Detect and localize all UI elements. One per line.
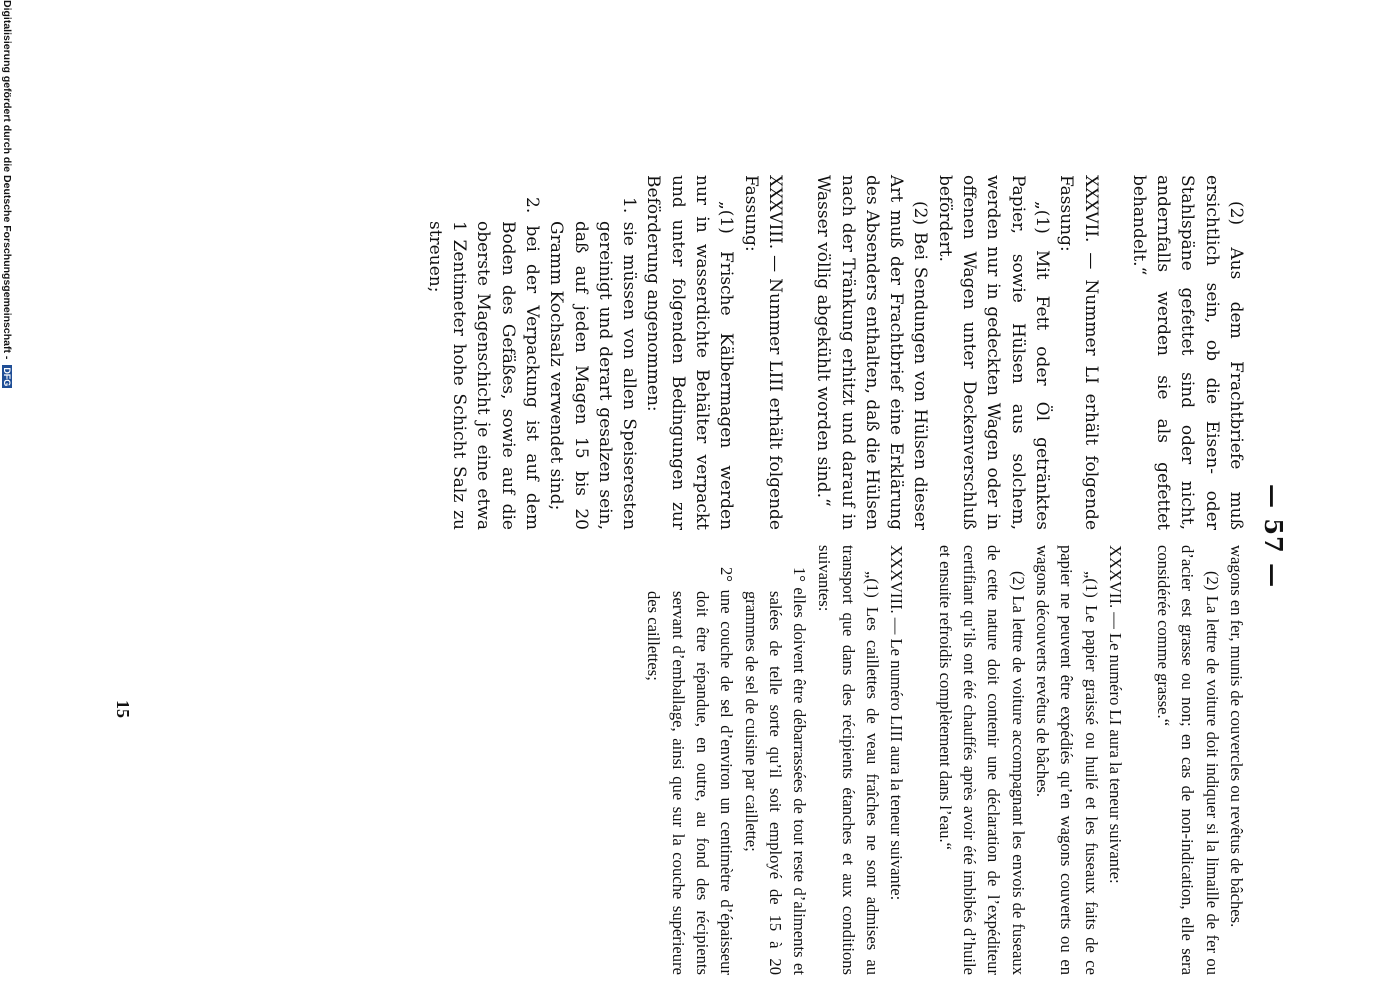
french-paragraph: „(1) Les caillettes de veau fraîches ne sont admises au transport que dans des récipients étanches et aux conditions suivantes: xyxy=(814,545,883,975)
french-paragraph: „(1) Le papier graissé ou huilé et les fuseaux faits de ce papier ne peuvent être expédiés qu’en wagons couverts ou en wagons découverts revêtus de bâches. xyxy=(1032,545,1101,975)
german-column xyxy=(423,175,1249,530)
french-column xyxy=(641,545,1248,975)
french-section-heading: XXXVIII. — Le numéro LIII aura la teneur suivante: xyxy=(887,545,907,901)
german-paragraph: (2) Aus dem Frachtbriefe muß ersichtlich sein, ob die Eisen- oder Stahlspäne gefettet sind oder nicht, andernfalls werden sie als gefettet behandelt.“ xyxy=(1128,175,1246,530)
funding-note: Digitalisierung gefördert durch die Deutsche Forschungsgemeinschaft - xyxy=(1,0,13,360)
funding-note-line xyxy=(1,0,13,388)
french-paragraph: (2) La lettre de voiture accompagnant les envois de fuseaux de cette nature doit contenir une déclaration de l’expéditeur certifiant qu’ils ont été chauffés après avoir été imbibés d’huile et ensuite refroidis complètement dans l’eau.“ xyxy=(935,545,1028,975)
page-number: — 57 — xyxy=(1259,484,1288,589)
signature-mark: 15 xyxy=(113,700,133,718)
dfg-logo-icon: DFG xyxy=(2,367,12,387)
page-header xyxy=(1248,0,1288,1000)
german-section-heading: XXXVII. — Nummer LI erhält folgende Fassung: xyxy=(1056,175,1101,530)
french-list-item: 2° une couche de sel d’environ un centimètre d’épaisseur doit être répandue, en outre, au fond des récipients servant d’emballage, ainsi que sur la couche supérieure des caillettes; xyxy=(644,567,737,975)
german-list-item: 2. bei der Verpackung ist auf dem Boden des Gefäßes, sowie auf die oberste Magenschicht je eine etwa 1 Zentimeter hohe Schicht Salz zu streuen; xyxy=(424,197,542,530)
german-paragraph: „(1) Mit Fett oder Öl getränktes Papier, sowie Hülsen aus solchem, werden nur in gedeckten Wagen oder in offenen Wagen unter Deckenverschluß befördert. xyxy=(934,175,1052,530)
french-paragraph: wagons en fer, munis de couvercles ou revêtus de bâches. xyxy=(1227,545,1246,928)
german-paragraph: (2) Bei Sendungen von Hülsen dieser Art muß der Frachtbrief eine Erklärung des Absenders enthalten, daß die Hülsen nach der Tränkung erhitzt und darauf in Wasser völlig abgekühlt worden sind.“ xyxy=(813,175,931,530)
french-section-heading: XXXVII. — Le numéro LI aura la teneur suivante: xyxy=(1105,545,1125,884)
german-paragraph: „(1) Frische Kälbermagen werden nur in wasserdichte Behälter verpackt und unter folgenden Bedingungen zur Beförderung angenommen: xyxy=(643,175,737,530)
french-paragraph: (2) La lettre de voiture doit indiquer si la limaille de fer ou d’acier est grasse ou non; en cas de non-indication, elle sera considérée comme grasse.“ xyxy=(1154,545,1222,975)
french-list-item: 1° elles doivent être débarrassées de tout reste d’aliments et salées de telle sorte qu’il soit employé de 15 à 20 grammes de sel de cuisine par caillette; xyxy=(741,567,810,975)
german-section-heading: XXXVIII. — Nummer LIII erhält folgende Fassung: xyxy=(740,175,785,530)
german-list-item: 1. sie müssen von allen Speiseresten gereinigt und derart gesalzen sein, daß auf jeden Magen 15 bis 20 Gramm Kochsalz verwendet sind; xyxy=(546,197,640,530)
